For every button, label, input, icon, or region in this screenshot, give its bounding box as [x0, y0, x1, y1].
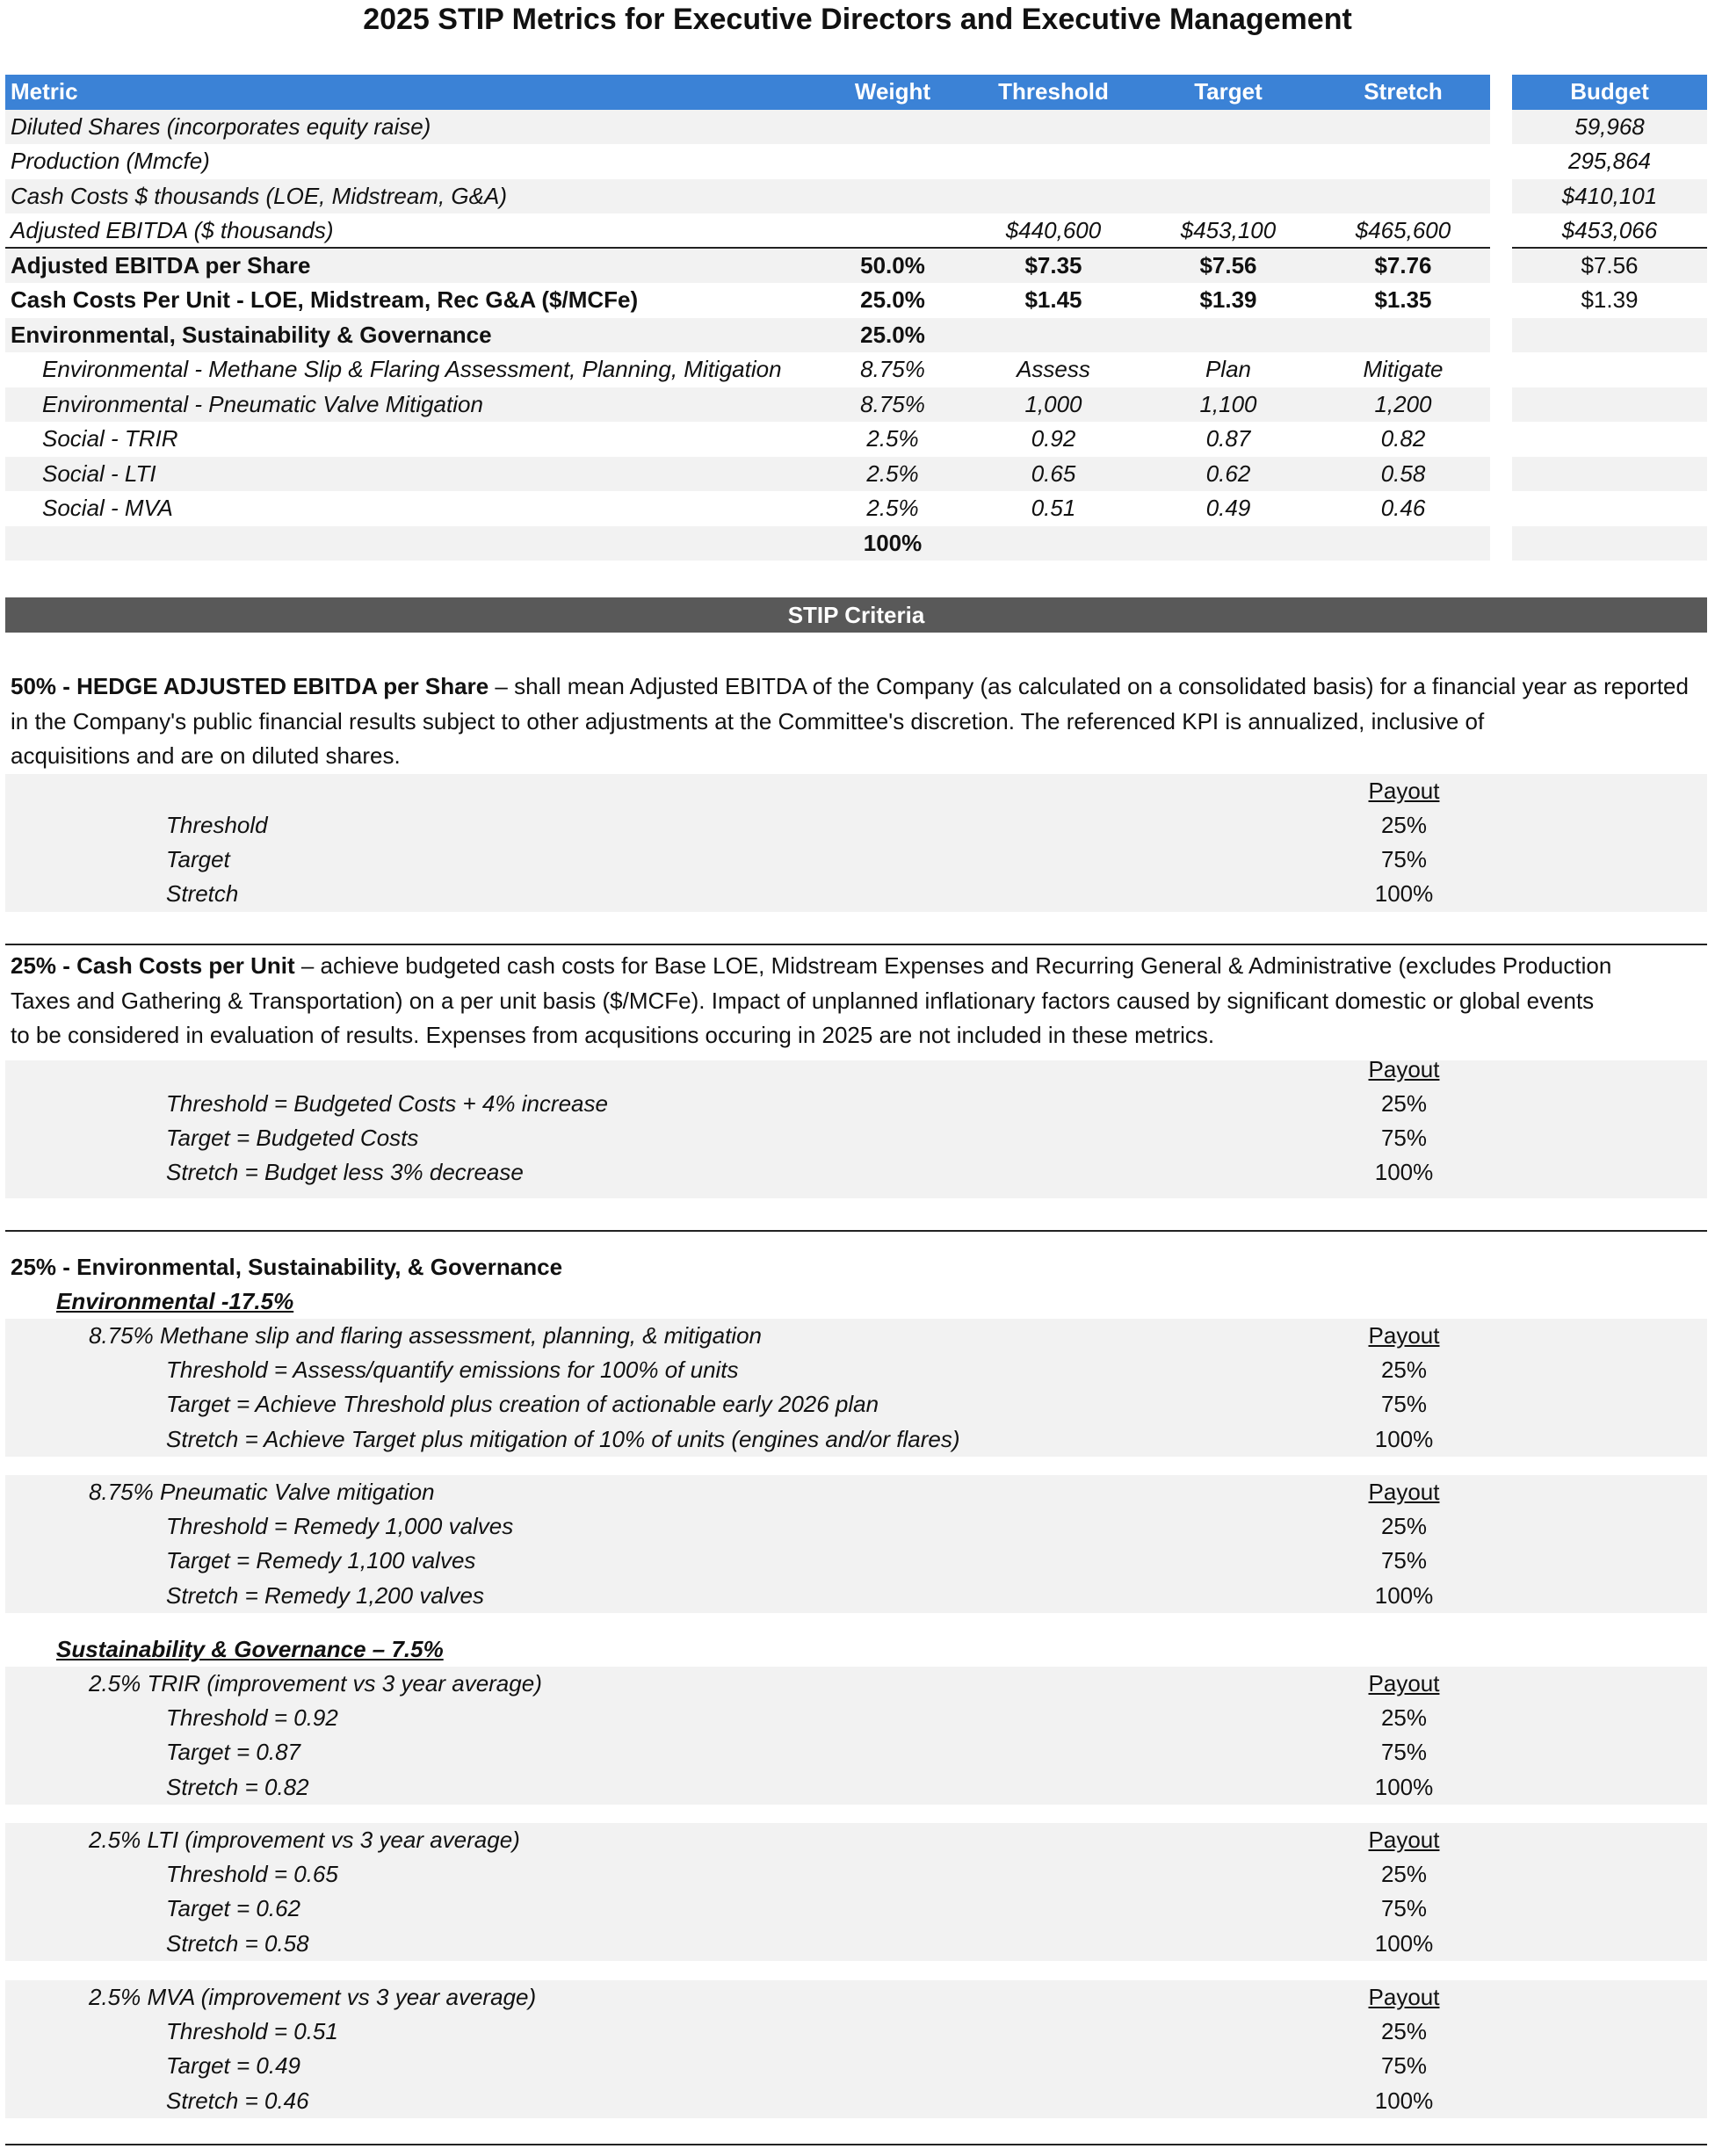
table-row [5, 283, 1490, 318]
esg-item-payout: 75% [1380, 2052, 1428, 2080]
section-esg [5, 1230, 1707, 2144]
ebitda-target-label: Target [166, 846, 230, 872]
section-cash-costs-line-1: – achieve budgeted cash costs for Base LOE, Midstream Expenses and Recurring General & Administrative (excludes Production [294, 952, 1612, 979]
metric-name: Social - MVA [42, 495, 173, 521]
esg-item-payout: 25% [1380, 1357, 1428, 1384]
esg-item-payout: 75% [1380, 1739, 1428, 1766]
section-ebitda-text [11, 669, 1698, 774]
esg-item-label: Stretch = 0.82 [166, 1773, 309, 1800]
budget-row [1512, 213, 1707, 249]
budget-header [1512, 75, 1707, 110]
ebitda-threshold-label: Threshold [166, 812, 268, 838]
esg-item-label: Threshold = Remedy 1,000 valves [166, 1513, 514, 1540]
esg-item-payout: 75% [1380, 1895, 1428, 1922]
esg-group-title: 2.5% LTI (improvement vs 3 year average) [89, 1827, 520, 1853]
metric-name: Cash Costs $ thousands (LOE, Midstream, G&A) [11, 182, 507, 209]
section-ebitda-lead: 50% - HEDGE ADJUSTED EBITDA per Share [11, 673, 489, 699]
esg-group-title: 8.75% Methane slip and flaring assessment, planning, & mitigation [89, 1322, 762, 1349]
esg-group-title: 2.5% TRIR (improvement vs 3 year average) [89, 1670, 542, 1697]
section-cash-costs-line-3: to be considered in evaluation of results. Expenses from acqusitions occuring in 2025 are not included in these metrics. [11, 1022, 1215, 1048]
esg-heading: 25% - Environmental, Sustainability, & Governance [11, 1254, 563, 1280]
metric-threshold: Assess [1017, 356, 1090, 382]
esg-item-label: Target = 0.49 [166, 2052, 300, 2080]
metric-weight: 100% [863, 529, 923, 556]
cash-stretch-label: Stretch = Budget less 3% decrease [166, 1159, 524, 1185]
metric-threshold: $440,600 [1005, 217, 1102, 243]
header-metric: Metric [11, 78, 78, 105]
budget-column [1512, 75, 1707, 561]
payout-header: Payout [1368, 1670, 1440, 1697]
budget-value: 59,968 [1574, 112, 1645, 140]
budget-value: $1.39 [1581, 286, 1639, 313]
metric-name: Diluted Shares (incorporates equity raise) [11, 112, 431, 140]
metric-threshold: $7.35 [1024, 251, 1082, 279]
esg-item-label: Stretch = 0.58 [166, 1929, 309, 1957]
esg-item-label: Threshold = Assess/quantify emissions for 100% of units [166, 1357, 739, 1384]
esg-item-label: Threshold = 0.65 [166, 1861, 338, 1888]
cash-target-label: Target = Budgeted Costs [166, 1125, 419, 1151]
table-row [5, 318, 1490, 353]
esg-item-label: Target = Achieve Threshold plus creation of actionable early 2026 plan [166, 1391, 879, 1418]
metric-target: 0.49 [1205, 495, 1251, 521]
budget-row [1512, 526, 1707, 561]
esg-item-label: Stretch = Remedy 1,200 valves [166, 1581, 485, 1609]
budget-row [1512, 249, 1707, 284]
esg-item-payout: 100% [1374, 1929, 1434, 1957]
metric-stretch: 1,200 [1374, 390, 1432, 417]
section-cash-costs-line-2: Taxes and Gathering & Transportation) on a per unit basis ($/MCFe). Impact of unplanned inflationary factors caused by significant domestic or global events [11, 987, 1595, 1014]
esg-item-payout: 100% [1374, 1773, 1434, 1800]
budget-row [1512, 352, 1707, 387]
metric-target: 0.87 [1205, 425, 1251, 452]
metric-stretch: Mitigate [1363, 356, 1444, 382]
budget-row [1512, 457, 1707, 492]
table-row [5, 179, 1490, 214]
metric-target: $1.39 [1199, 286, 1257, 313]
budget-value: $7.56 [1581, 251, 1639, 279]
metric-name: Social - LTI [42, 459, 156, 487]
table-row [5, 422, 1490, 457]
esg-item-payout: 75% [1380, 1391, 1428, 1418]
metric-threshold: 1,000 [1024, 390, 1082, 417]
metric-threshold: $1.45 [1024, 286, 1082, 313]
page-title: 2025 STIP Metrics for Executive Directors and Executive Management [363, 3, 1352, 36]
cash-threshold-payout: 25% [1380, 1090, 1428, 1117]
metric-stretch: 0.82 [1380, 425, 1426, 452]
metrics-table [5, 75, 1490, 561]
stip-criteria-header: STIP Criteria [5, 597, 1707, 633]
esg-group-title: 8.75% Pneumatic Valve mitigation [89, 1479, 435, 1505]
payout-header: Payout [1368, 1322, 1440, 1349]
ebitda-threshold-payout: 25% [1380, 812, 1428, 838]
esg-item-payout: 25% [1380, 1513, 1428, 1540]
payout-header: Payout [1368, 1984, 1440, 2010]
metric-stretch: 0.58 [1380, 459, 1426, 487]
esg-item-label: Threshold = 0.51 [166, 2018, 338, 2045]
section-cash-costs-lead: 25% - Cash Costs per Unit [11, 952, 295, 979]
metric-weight: 2.5% [866, 495, 919, 521]
esg-item-payout: 25% [1380, 2018, 1428, 2045]
esg-item-payout: 25% [1380, 1704, 1428, 1732]
table-row [5, 491, 1490, 526]
budget-row [1512, 422, 1707, 457]
metric-threshold: 0.92 [1031, 425, 1076, 452]
budget-value: $453,066 [1561, 217, 1658, 243]
esg-item-label: Stretch = 0.46 [166, 2087, 309, 2114]
ebitda-stretch-label: Stretch [166, 880, 239, 907]
table-row [5, 110, 1490, 145]
metric-target: 0.62 [1205, 459, 1251, 487]
table-row [5, 457, 1490, 492]
metric-name: Cash Costs Per Unit - LOE, Midstream, Rec G&A ($/MCFe) [11, 286, 639, 313]
metric-weight: 50.0% [860, 251, 925, 279]
table-row [5, 144, 1490, 179]
header-threshold: Threshold [998, 78, 1109, 105]
metric-target: Plan [1205, 356, 1252, 382]
metric-weight: 8.75% [860, 356, 925, 382]
metric-target: $453,100 [1180, 217, 1277, 243]
payout-header: Payout [1368, 1056, 1440, 1082]
budget-row [1512, 318, 1707, 353]
sustainability-heading: Sustainability & Governance – 7.5% [56, 1636, 444, 1662]
table-row [5, 526, 1490, 561]
esg-item-payout: 100% [1374, 2087, 1434, 2114]
metric-name: Environmental - Pneumatic Valve Mitigation [42, 390, 483, 417]
budget-value: $410,101 [1561, 182, 1658, 209]
metric-stretch: $465,600 [1355, 217, 1451, 243]
cash-target-payout: 75% [1380, 1125, 1428, 1151]
esg-item-label: Target = 0.87 [166, 1739, 300, 1766]
esg-item-payout: 100% [1374, 1581, 1434, 1609]
header-budget: Budget [1570, 78, 1649, 105]
environmental-heading: Environmental -17.5% [56, 1288, 294, 1314]
section-ebitda [5, 669, 1707, 912]
payout-header: Payout [1368, 1479, 1440, 1505]
metric-rows [5, 110, 1490, 561]
esg-item-payout: 75% [1380, 1547, 1428, 1574]
section-cash-costs-text [11, 949, 1698, 1053]
budget-value: 295,864 [1568, 148, 1651, 174]
table-row [5, 387, 1490, 423]
metric-weight: 25.0% [860, 321, 925, 348]
cash-stretch-payout: 100% [1374, 1159, 1434, 1185]
esg-item-label: Threshold = 0.92 [166, 1704, 338, 1732]
esg-item-payout: 25% [1380, 1861, 1428, 1888]
cash-threshold-label: Threshold = Budgeted Costs + 4% increase [166, 1090, 608, 1117]
esg-item-label: Target = 0.62 [166, 1895, 300, 1922]
esg-item-payout: 100% [1374, 1425, 1434, 1452]
metric-name: Adjusted EBITDA ($ thousands) [11, 217, 334, 243]
table-row [5, 249, 1490, 284]
budget-row [1512, 144, 1707, 179]
budget-row [1512, 387, 1707, 423]
budget-row [1512, 283, 1707, 318]
section-ebitda-line-2: in the Company's public financial results subject to other adjustments at the Committee's discretion. The referenced KPI is annualized, inclusive of [11, 707, 1485, 734]
ebitda-target-payout: 75% [1380, 846, 1428, 872]
table-row [5, 352, 1490, 387]
metric-stretch: 0.46 [1380, 495, 1426, 521]
metric-name: Social - TRIR [42, 425, 178, 452]
budget-row [1512, 179, 1707, 214]
metric-weight: 25.0% [860, 286, 925, 313]
metric-weight: 2.5% [866, 425, 919, 452]
header-stretch: Stretch [1364, 78, 1443, 105]
metric-weight: 8.75% [860, 390, 925, 417]
bottom-rule [5, 2144, 1707, 2145]
budget-row [1512, 110, 1707, 145]
table-header-row [5, 75, 1490, 110]
metric-threshold: 0.51 [1031, 495, 1076, 521]
metric-stretch: $1.35 [1374, 286, 1432, 313]
metric-threshold: 0.65 [1031, 459, 1076, 487]
section-ebitda-line-3: acquisitions and are on diluted shares. [11, 742, 401, 769]
esg-item-label: Target = Remedy 1,100 valves [166, 1547, 476, 1574]
section-cash-costs [5, 944, 1707, 1198]
metric-name: Adjusted EBITDA per Share [11, 251, 311, 279]
section-ebitda-line-1: – shall mean Adjusted EBITDA of the Company (as calculated on a consolidated basis) for a financial year as reported [488, 673, 1689, 699]
header-target: Target [1194, 78, 1263, 105]
table-row [5, 213, 1490, 249]
metric-stretch: $7.76 [1374, 251, 1432, 279]
metric-weight: 2.5% [866, 459, 919, 487]
esg-item-label: Stretch = Achieve Target plus mitigation of 10% of units (engines and/or flares) [166, 1425, 960, 1452]
metric-name: Production (Mmcfe) [11, 148, 210, 174]
metric-name: Environmental - Methane Slip & Flaring Assessment, Planning, Mitigation [42, 356, 782, 382]
payout-header: Payout [1368, 1827, 1440, 1853]
metric-name: Environmental, Sustainability & Governance [11, 321, 492, 348]
budget-rows [1512, 110, 1707, 561]
metric-target: $7.56 [1199, 251, 1257, 279]
esg-group-title: 2.5% MVA (improvement vs 3 year average) [89, 1984, 537, 2010]
metric-target: 1,100 [1199, 390, 1257, 417]
payout-header: Payout [1368, 778, 1440, 804]
budget-row [1512, 491, 1707, 526]
ebitda-stretch-payout: 100% [1374, 880, 1434, 907]
header-weight: Weight [854, 78, 931, 105]
